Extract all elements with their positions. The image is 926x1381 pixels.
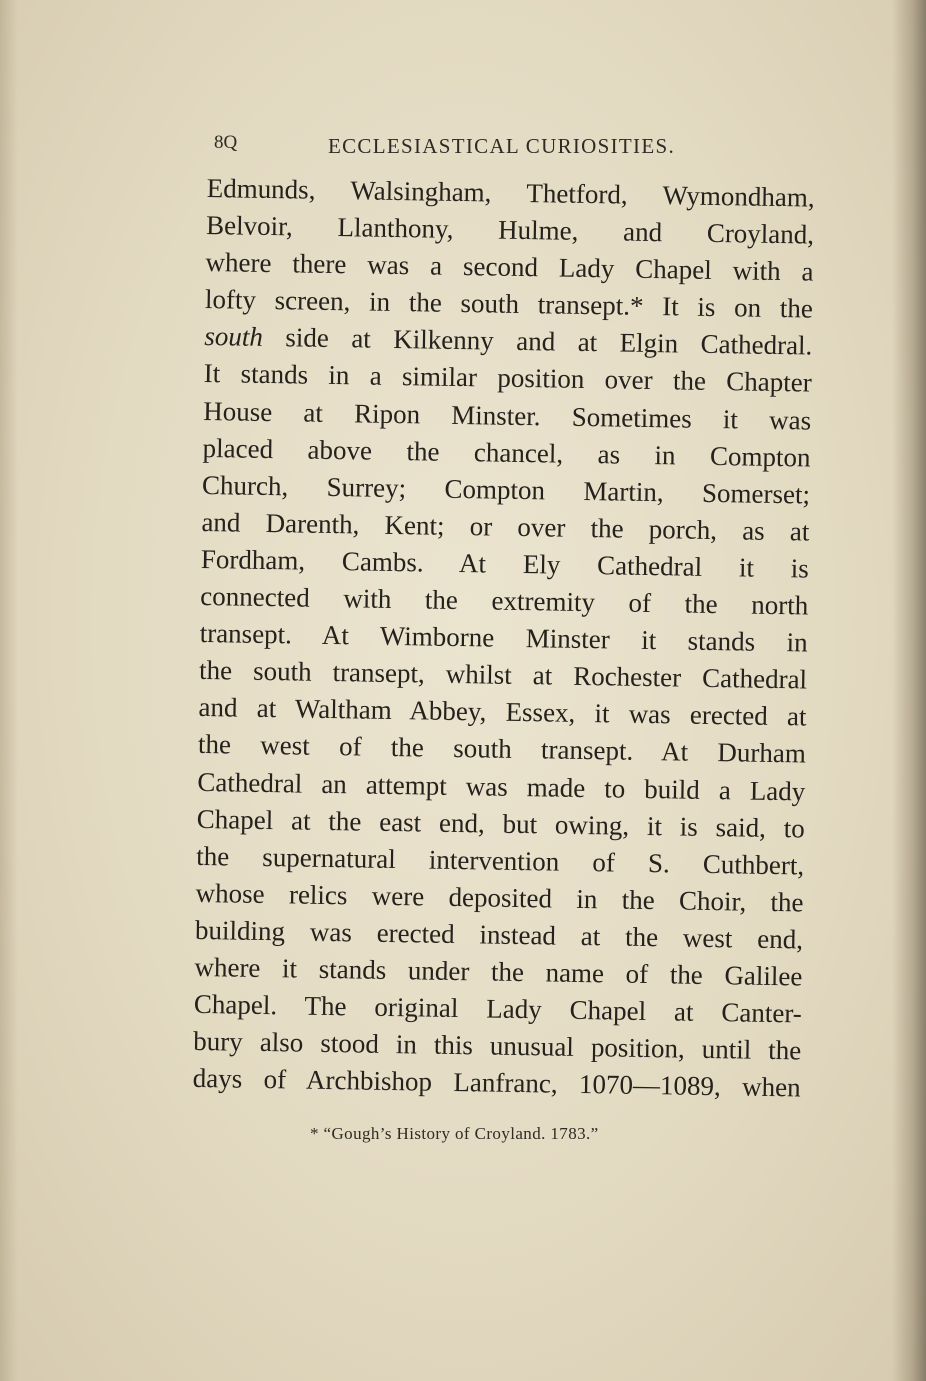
body-text (192, 170, 814, 1107)
footnote: * “Gough’s History of Croyland. 1783.” (310, 1124, 599, 1143)
running-title: ECCLESIASTICAL CURIOSITIES. (328, 134, 675, 158)
text-line: and Darenth, Kent; or over the porch, as at (201, 506, 810, 547)
text-line: bury also stood in this unusual position, until the (193, 1026, 802, 1066)
text-line: the south transept, whilst at Rochester Cathedral (198, 655, 808, 695)
text-line: placed above the chancel, as in Compton (202, 432, 811, 473)
text-line: the west of the south transept. At Durham (197, 729, 807, 769)
text-line: Church, Surrey; Compton Martin, Somerset; (201, 469, 811, 510)
page-edge-shadow-left (0, 0, 18, 1381)
page-header (214, 132, 714, 168)
text-line: Chapel at the east end, but owing, it is said, to (196, 803, 805, 844)
text-line: connected with the extremity of the north (200, 580, 809, 621)
text-line: It stands in a similar position over the Chapter (203, 358, 812, 398)
text-line: Edmunds, Walsingham, Thetford, Wymondham, (206, 172, 815, 213)
text-line: Belvoir, Llanthony, Hulme, and Croyland, (205, 210, 815, 250)
text-line: days of Archbishop Lanfranc, 1070—1089, when (192, 1063, 801, 1103)
text-line: whose relics were deposited in the Choir, the (195, 877, 804, 918)
page-gutter-shadow-right (892, 0, 926, 1381)
text-line: Fordham, Cambs. At Ely Cathedral it is (200, 543, 810, 584)
italic-word: south (204, 321, 264, 353)
text-line: where it stands under the name of the Galilee (194, 951, 803, 992)
text-line: Chapel. The original Lady Chapel at Canter- (193, 988, 803, 1029)
text-line-rest: side at Kilkenny and at Elgin Cathedral. (285, 322, 813, 361)
text-line: Cathedral an attempt was made to build a Lady (197, 766, 806, 806)
text-line: the supernatural intervention of S. Cuthbert, (195, 840, 805, 881)
text-line: where there was a second Lady Chapel with a (205, 247, 814, 287)
text-line: transept. At Wimborne Minster it stands in (199, 618, 808, 658)
text-line: building was erected instead at the west end, (194, 914, 804, 955)
text-line: lofty screen, in the south transept.* It is on the (204, 284, 814, 324)
text-line: House at Ripon Minster. Sometimes it was (202, 395, 812, 436)
page-number: 8Q (214, 132, 238, 153)
text-line: and at Waltham Abbey, Essex, it was erected at (198, 692, 807, 732)
